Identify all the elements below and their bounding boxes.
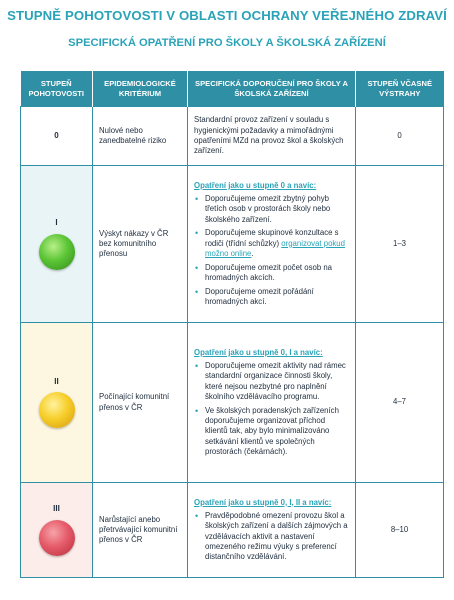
criterion-cell: Počínající komunitní přenos v ČR: [93, 323, 188, 483]
table-row-level-2: [21, 323, 444, 483]
header-risk: STUPEŇ VČASNÉ VÝSTRAHY: [356, 71, 444, 107]
level-label: III: [53, 504, 60, 514]
measures-heading: Opatření jako u stupně 0 a navíc:: [194, 180, 317, 190]
table-row-level-3: [21, 483, 444, 578]
risk-cell: 0: [356, 107, 444, 166]
list-item: • Doporučujeme omezit aktivity nad rámec standardní organizace činnosti školy, které nejsou nezbytné pro naplnění školního vzdělávacího programu.: [194, 361, 349, 402]
yellow-traffic-light-icon: [39, 392, 75, 428]
header-criterion: EPIDEMIOLOGICKÉ KRITÉRIUM: [93, 71, 188, 107]
red-traffic-light-icon: [39, 520, 75, 556]
risk-cell: 8–10: [356, 483, 444, 578]
list-item: • Pravděpodobné omezení provozu škol a školských zařízení a dalších zájmových a vzdělávacích aktivit a nastavení omezeného režimu výuky s preferencí distančního vzdělávání.: [194, 511, 349, 562]
list-item: • Doporučujeme omezit zbytný pohyb třetích osob v prostorách školy nebo školského zařízení.: [194, 194, 349, 225]
risk-cell: 1–3: [356, 166, 444, 323]
header-level: STUPEŇ POHOTOVOSTI: [21, 71, 93, 107]
level-cell: [21, 166, 93, 323]
measures-cell: Standardní provoz zařízení v souladu s hygienickými požadavky a mimořádnými opatřeními MZd na provoz škol a školských zařízení.: [188, 107, 356, 166]
criterion-cell: Narůstající anebo přetrvávající komunitní přenos v ČR: [93, 483, 188, 578]
measures-cell: [188, 166, 356, 323]
criterion-cell: Nulové nebo zanedbatelné riziko: [93, 107, 188, 166]
table-row-level-1: [21, 166, 444, 323]
list-item: • Doporučujeme skupinové konzultace s rodiči (třídní schůzky) organizovat pokud možno online.: [194, 228, 349, 259]
level-label: I: [55, 218, 58, 228]
alert-levels-table: [20, 71, 444, 578]
list-item: • Ve školských poradenských zařízeních doporučujeme organizovat příchod klientů tak, aby bylo minimalizováno setkávání klientů ve společných prostorách (čekárnách).: [194, 406, 349, 457]
measures-heading: Opatření jako u stupně 0, I, II a navíc:: [194, 497, 332, 507]
measures-cell: [188, 323, 356, 483]
list-item: • Doporučujeme omezit počet osob na hromadných akcích.: [194, 263, 349, 284]
measures-list: [194, 194, 349, 307]
level-cell: 0: [21, 107, 93, 166]
table-row-level-0: [21, 107, 444, 166]
level-cell: [21, 323, 93, 483]
level-cell: [21, 483, 93, 578]
page-title: STUPNĚ POHOTOVOSTI V OBLASTI OCHRANY VEŘEJNÉHO ZDRAVÍ: [7, 8, 447, 23]
criterion-cell: Výskyt nákazy v ČR bez komunitního přenosu: [93, 166, 188, 323]
green-traffic-light-icon: [39, 234, 75, 270]
list-item: • Doporučujeme omezit pořádání hromadných akcí.: [194, 287, 349, 308]
table-header-row: [21, 71, 444, 107]
measures-list: [194, 361, 349, 457]
online-meeting-link[interactable]: organizovat pokud možno online: [205, 238, 345, 258]
level-label: II: [54, 376, 59, 386]
page-subtitle: SPECIFICKÁ OPATŘENÍ PRO ŠKOLY A ŠKOLSKÁ ZAŘÍZENÍ: [68, 37, 386, 49]
measures-heading: Opatření jako u stupně 0, I a navíc:: [194, 347, 323, 357]
risk-cell: 4–7: [356, 323, 444, 483]
measures-list: [194, 511, 349, 562]
header-measures: SPECIFICKÁ DOPORUČENÍ PRO ŠKOLY A ŠKOLSKÁ ZAŘÍZENÍ: [188, 71, 356, 107]
list-item-text: Doporučujeme skupinové konzultace s rodiči (třídní schůzky): [205, 228, 339, 248]
measures-cell: [188, 483, 356, 578]
